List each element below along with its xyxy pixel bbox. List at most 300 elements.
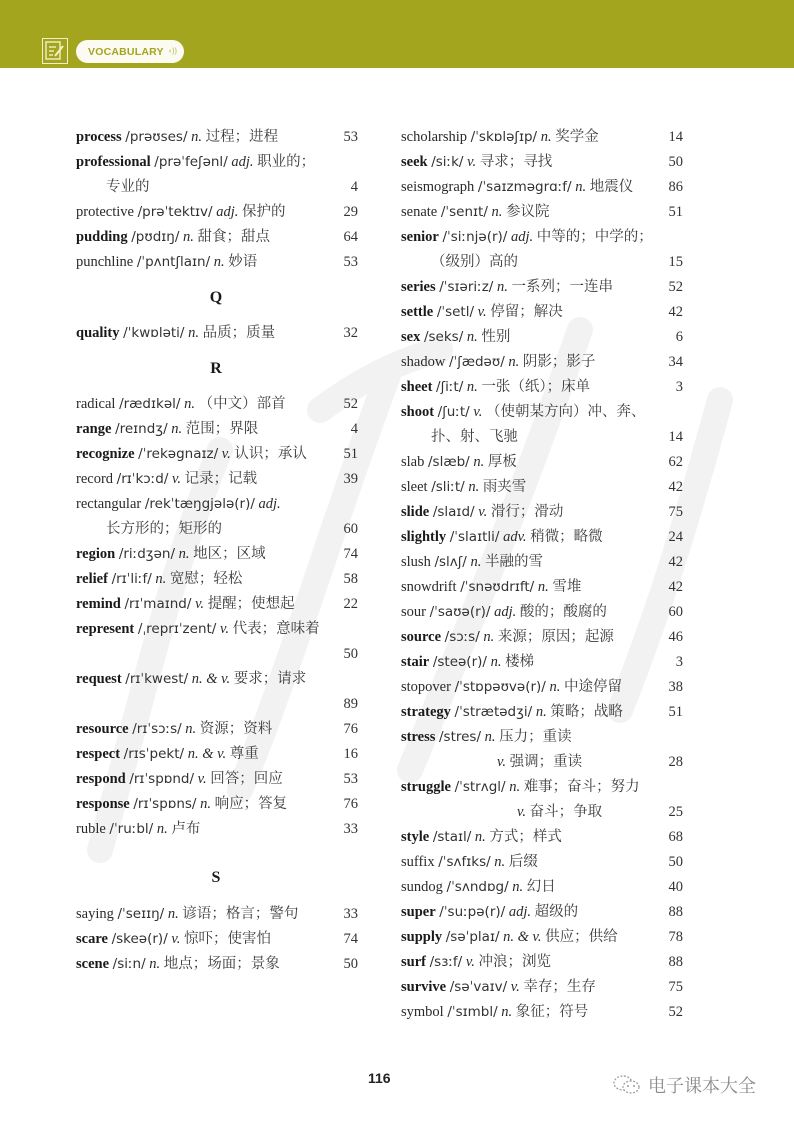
part-of-speech: adj. (510, 229, 534, 245)
headword: pudding (76, 229, 128, 245)
part-of-speech: v. (195, 596, 205, 612)
part-of-speech: n. (213, 254, 225, 270)
meaning: 要求；请求 (233, 671, 307, 687)
page-ref: 4 (350, 179, 358, 195)
phonetic: /rɪˈspɒnd/ (129, 771, 195, 787)
part-of-speech: n. (484, 729, 496, 745)
part-of-speech: v. (197, 771, 207, 787)
headword: record (76, 471, 114, 487)
phonetic: /rædɪkəl/ (119, 396, 181, 412)
entry-saying (76, 902, 356, 927)
page-ref: 42 (668, 304, 683, 320)
entry-symbol (401, 1000, 681, 1025)
entry-continuation (76, 517, 356, 542)
entry-quality (76, 321, 356, 346)
headword: symbol (401, 1004, 444, 1020)
headword: surf (401, 954, 426, 970)
phonetic: /ˈsaɪzməgrɑːf/ (477, 179, 572, 195)
phonetic: /ˈsuːpə(r)/ (439, 904, 506, 920)
page-ref: 42 (668, 554, 683, 570)
phonetic: /reɪndʒ/ (115, 421, 168, 437)
phonetic: /slaɪd/ (432, 504, 475, 520)
page-ref: 51 (668, 704, 683, 720)
page-ref: 33 (343, 906, 358, 922)
phonetic: /ˈstrʌgl/ (454, 779, 506, 795)
headword: senior (401, 229, 439, 245)
page-ref: 33 (343, 821, 358, 837)
entry-continuation (401, 425, 681, 450)
page-ref: 38 (668, 679, 683, 695)
part-of-speech: adj. (231, 154, 254, 170)
page-ref: 75 (668, 504, 683, 520)
brand-text: 电子课本大全 (648, 1076, 756, 1097)
part-of-speech: n. (200, 796, 211, 812)
meaning: 地点；场面；景象 (163, 956, 280, 972)
page-ref: 22 (343, 596, 358, 612)
phonetic: /prəˈtektɪv/ (137, 204, 213, 220)
letter-heading-q: Q (209, 289, 223, 306)
phonetic: /səˈplaɪ/ (445, 929, 500, 945)
entry-recognize (76, 442, 356, 467)
page-ref: 88 (668, 954, 683, 970)
meaning: 甜食；甜点 (197, 229, 271, 245)
part-of-speech: n. (185, 721, 197, 737)
entry-request (76, 667, 356, 692)
phonetic: /rɪˈsɔːs/ (132, 721, 182, 737)
entry-senate (401, 200, 681, 225)
meaning: 代表；意味着 (232, 621, 320, 637)
page-ref: 52 (668, 279, 683, 295)
page-ref: 40 (668, 879, 683, 895)
entry-remind (76, 592, 356, 617)
page-ref: 78 (668, 929, 683, 945)
meaning: 谚语；格言；警句 (182, 906, 299, 922)
page-ref: 29 (343, 204, 358, 220)
part-of-speech: n. (149, 956, 161, 972)
entry-continuation (401, 750, 681, 775)
phonetic: /ˈstrætədʒi/ (454, 704, 533, 720)
page-ref: 50 (343, 956, 358, 972)
entry-professional (76, 150, 356, 175)
page-ref: 15 (668, 254, 683, 270)
entry-seek (401, 150, 681, 175)
entry-rectangular (76, 492, 356, 517)
headword: sex (401, 329, 421, 345)
page-ref: 3 (675, 379, 683, 395)
section-label-pill (76, 40, 184, 63)
meaning: 楼梯 (505, 654, 535, 670)
phonetic: /ˈʃædəʊ/ (448, 354, 505, 370)
headword: series (401, 279, 436, 295)
headword: ruble (76, 821, 106, 837)
phonetic: /rɪˈmaɪnd/ (124, 596, 192, 612)
meaning: 后缀 (508, 854, 538, 870)
meaning: 保护的 (241, 204, 286, 220)
part-of-speech: n. (473, 454, 485, 470)
entry-stress (401, 725, 681, 750)
part-of-speech: n. (501, 1004, 513, 1020)
headword: supply (401, 929, 443, 945)
headword: snowdrift (401, 579, 457, 595)
page-ref: 42 (668, 579, 683, 595)
meaning: 策略；战略 (550, 704, 623, 720)
meaning: 压力；重读 (499, 729, 572, 745)
part-of-speech: n. (178, 546, 190, 562)
headword: punchline (76, 254, 134, 270)
meaning: 中途停留 (563, 679, 622, 695)
meaning: 冲浪；浏览 (478, 954, 551, 970)
phonetic: /ˈsnəʊdrɪft/ (460, 579, 535, 595)
headword: shadow (401, 354, 446, 370)
meaning: 回答；回应 (210, 771, 283, 787)
entry-continuation (401, 250, 681, 275)
phonetic: /rɪsˈpekt/ (123, 746, 185, 762)
letter-heading-r: R (210, 360, 222, 377)
entry-sex (401, 325, 681, 350)
part-of-speech: v. (477, 304, 487, 320)
page-ref: 50 (343, 646, 358, 662)
meaning: 雨夹雪 (482, 479, 527, 495)
headword: stress (401, 729, 436, 745)
entry-slightly (401, 525, 681, 550)
meaning: 奖学金 (555, 129, 599, 145)
page-ref: 52 (343, 396, 358, 412)
page-ref: 42 (668, 479, 683, 495)
page-ref: 74 (343, 546, 358, 562)
headword: seismograph (401, 179, 475, 195)
entry-survive (401, 975, 681, 1000)
part-of-speech: n. (575, 179, 587, 195)
speaker-icon: ◖)) (167, 48, 178, 55)
phonetic: /staɪl/ (432, 829, 472, 845)
page-ref: 88 (668, 904, 683, 920)
meaning: 范围；界限 (185, 421, 259, 437)
headword: quality (76, 325, 120, 341)
page-ref: 50 (668, 154, 683, 170)
meaning: 品质；质量 (202, 325, 276, 341)
entry-ruble (76, 817, 356, 842)
meaning: 参议院 (506, 204, 550, 220)
meaning: 长方形的；矩形的 (106, 521, 222, 537)
meaning: （使朝某方向）冲、奔、 (485, 404, 646, 420)
phonetic: /sɔːs/ (444, 629, 480, 645)
meaning: 稍微；略微 (530, 529, 603, 545)
part-of-speech: n. & v. (503, 929, 542, 945)
phonetic: /rɪˈspɒns/ (133, 796, 197, 812)
meaning: 厚板 (487, 454, 517, 470)
phonetic: /pʊdɪŋ/ (131, 229, 180, 245)
phonetic: /prəʊses/ (125, 129, 188, 145)
entry-strategy (401, 700, 681, 725)
headword: rectangular (76, 496, 142, 512)
part-of-speech: n. (171, 421, 183, 437)
meaning: 酸的；酸腐的 (519, 604, 607, 620)
phonetic: /ˈsenɪt/ (440, 204, 488, 220)
entry-continuation (76, 175, 356, 200)
headword: scene (76, 956, 110, 972)
meaning: 专业的 (106, 179, 150, 195)
part-of-speech: n. (474, 829, 486, 845)
headword: suffix (401, 854, 435, 870)
right-column (401, 125, 681, 1025)
part-of-speech: n. (470, 554, 482, 570)
entry-region (76, 542, 356, 567)
meaning: 响应；答复 (214, 796, 288, 812)
entry-slide (401, 500, 681, 525)
entry-scene (76, 952, 356, 977)
meaning: 扑、射、飞驰 (431, 429, 518, 445)
headword: remind (76, 596, 121, 612)
headword: respect (76, 746, 121, 762)
entry-super (401, 900, 681, 925)
part-of-speech: v. (517, 804, 526, 820)
headword: resource (76, 721, 129, 737)
headword: recognize (76, 446, 135, 462)
entry-page-line (76, 642, 356, 667)
headword: style (401, 829, 430, 845)
meaning: 阴影；影子 (522, 354, 596, 370)
headword: settle (401, 304, 434, 320)
phonetic: /sɜːf/ (429, 954, 463, 970)
page-ref: 24 (668, 529, 683, 545)
page-ref: 52 (668, 1004, 683, 1020)
meaning: 一张（纸）；床单 (481, 379, 591, 395)
headword: protective (76, 204, 134, 220)
meaning: 过程；进程 (205, 129, 279, 145)
page-ref: 39 (343, 471, 358, 487)
entry-stopover (401, 675, 681, 700)
meaning: 尊重 (229, 746, 259, 762)
entry-scare (76, 927, 356, 952)
entry-response (76, 792, 356, 817)
part-of-speech: n. (156, 821, 168, 837)
headword: relief (76, 571, 108, 587)
page-ref: 86 (668, 179, 683, 195)
meaning: 奋斗；争取 (529, 804, 603, 820)
page-ref: 74 (343, 931, 358, 947)
phonetic: /ˈskɒləʃɪp/ (470, 129, 538, 145)
part-of-speech: n. (537, 579, 549, 595)
entry-continuation (401, 800, 681, 825)
part-of-speech: n. (496, 279, 508, 295)
entry-settle (401, 300, 681, 325)
entry-surf (401, 950, 681, 975)
page-ref: 34 (668, 354, 683, 370)
meaning: 滑行；滑动 (490, 504, 564, 520)
meaning: 停留；解决 (490, 304, 563, 320)
page-ref: 14 (668, 429, 683, 445)
headword: stair (401, 654, 430, 670)
part-of-speech: n. (466, 329, 478, 345)
page-ref: 76 (343, 721, 358, 737)
page-ref: 14 (668, 129, 683, 145)
part-of-speech: v. (467, 154, 477, 170)
meaning: 资源；资料 (199, 721, 273, 737)
entry-process (76, 125, 356, 150)
part-of-speech: n. (184, 396, 195, 412)
entry-respond (76, 767, 356, 792)
page-ref: 28 (668, 754, 683, 770)
headword: saying (76, 906, 114, 922)
meaning: 妙语 (228, 254, 258, 270)
phonetic: /seks/ (423, 329, 464, 345)
entry-stair (401, 650, 681, 675)
entry-scholarship (401, 125, 681, 150)
headword: region (76, 546, 116, 562)
part-of-speech: n. (549, 679, 561, 695)
meaning: 雪堆 (552, 579, 582, 595)
part-of-speech: n. (191, 129, 203, 145)
headword: radical (76, 396, 116, 412)
headword: process (76, 129, 122, 145)
part-of-speech: v. (221, 446, 231, 462)
part-of-speech: n. (188, 325, 199, 341)
entry-seismograph (401, 175, 681, 200)
page-number: 116 (368, 1070, 391, 1086)
page-header-band (0, 0, 794, 68)
meaning: 幻日 (526, 879, 556, 895)
headword: professional (76, 154, 151, 170)
entry-punchline (76, 250, 356, 275)
page-ref: 32 (343, 325, 358, 341)
entry-radical (76, 392, 356, 417)
entry-sleet (401, 475, 681, 500)
page-ref: 53 (343, 129, 358, 145)
part-of-speech: n. (466, 379, 478, 395)
part-of-speech: v. (473, 404, 483, 420)
entry-series (401, 275, 681, 300)
phonetic: /ˈsʌfɪks/ (438, 854, 491, 870)
headword: stopover (401, 679, 451, 695)
phonetic: /ˈrekəgnaɪz/ (138, 446, 219, 462)
entry-page-line (76, 692, 356, 717)
entry-slush (401, 550, 681, 575)
meaning: 方式；样式 (489, 829, 562, 845)
page-ref: 64 (343, 229, 358, 245)
page-ref: 16 (343, 746, 358, 762)
page-ref: 6 (675, 329, 683, 345)
edit-note-icon (42, 38, 68, 64)
phonetic: /siːn/ (112, 956, 146, 972)
page-ref: 60 (343, 521, 358, 537)
phonetic: /steə(r)/ (432, 654, 487, 670)
phonetic: /ˈruːbl/ (109, 821, 154, 837)
meaning: 强调；重读 (509, 754, 583, 770)
part-of-speech: adj. (258, 496, 281, 512)
meaning: 幸存；生存 (523, 979, 596, 995)
phonetic: /ˈpʌntʃlaɪn/ (136, 254, 211, 270)
headword: slab (401, 454, 425, 470)
meaning: 难事；奋斗；努力 (523, 779, 640, 795)
part-of-speech: v. (171, 931, 181, 947)
part-of-speech: n. (183, 229, 194, 245)
phonetic: /rɪˈkwest/ (125, 671, 189, 687)
part-of-speech: v. (465, 954, 475, 970)
entry-pudding (76, 225, 356, 250)
page-ref: 3 (675, 654, 683, 670)
page-ref: 25 (668, 804, 683, 820)
headword: strategy (401, 704, 451, 720)
phonetic: /səˈvaɪv/ (449, 979, 508, 995)
part-of-speech: n. (155, 571, 167, 587)
wechat-icon (612, 1074, 642, 1096)
phonetic: /ˈsiːnjə(r)/ (442, 229, 508, 245)
part-of-speech: adj. (216, 204, 239, 220)
part-of-speech: adj. (508, 904, 531, 920)
headword: respond (76, 771, 126, 787)
part-of-speech: v. (478, 504, 488, 520)
page-ref: 50 (668, 854, 683, 870)
entry-struggle (401, 775, 681, 800)
left-column (76, 125, 356, 977)
headword: response (76, 796, 130, 812)
entry-relief (76, 567, 356, 592)
meaning: 卢布 (171, 821, 201, 837)
meaning: 寻求；寻找 (479, 154, 553, 170)
headword: slide (401, 504, 430, 520)
entry-record (76, 467, 356, 492)
entry-range (76, 417, 356, 442)
phonetic: /slʌʃ/ (434, 554, 467, 570)
headword: represent (76, 621, 135, 637)
entry-snowdrift (401, 575, 681, 600)
headword: sundog (401, 879, 443, 895)
page-ref: 4 (350, 421, 358, 437)
part-of-speech: n. (535, 704, 547, 720)
page-ref: 60 (668, 604, 683, 620)
page-ref: 68 (668, 829, 683, 845)
phonetic: /ˈsɪəriːz/ (439, 279, 494, 295)
phonetic: /ˈslaɪtli/ (449, 529, 500, 545)
phonetic: /skeə(r)/ (111, 931, 168, 947)
section-label: VOCABULARY (88, 45, 164, 58)
headword: slightly (401, 529, 447, 545)
letter-heading-s: S (211, 869, 221, 886)
part-of-speech: adj. (494, 604, 517, 620)
phonetic: /rɪˈliːf/ (111, 571, 152, 587)
entry-slab (401, 450, 681, 475)
phonetic: /riːdʒən/ (118, 546, 176, 562)
part-of-speech: v. (497, 754, 506, 770)
headword: senate (401, 204, 438, 220)
phonetic: /ˈsaʊə(r)/ (429, 604, 491, 620)
meaning: 一系列；一连串 (511, 279, 613, 295)
headword: struggle (401, 779, 451, 795)
meaning: 宽慰；轻松 (169, 571, 243, 587)
phonetic: /ˈkwɒləti/ (123, 325, 185, 341)
meaning: （级别）高的 (431, 254, 518, 270)
meaning: 供应；供给 (545, 929, 618, 945)
phonetic: /stres/ (439, 729, 482, 745)
page-ref: 76 (343, 796, 358, 812)
page-ref: 51 (343, 446, 358, 462)
page-ref: 75 (668, 979, 683, 995)
meaning: 职业的； (257, 154, 316, 170)
meaning: 记录；记载 (184, 471, 258, 487)
phonetic: /ʃuːt/ (437, 404, 470, 420)
phonetic: /ˈstɒpəʊvə(r)/ (454, 679, 546, 695)
headword: scholarship (401, 129, 468, 145)
part-of-speech: n. (483, 629, 495, 645)
phonetic: /rekˈtæŋgjələ(r)/ (144, 496, 255, 512)
entry-senior (401, 225, 681, 250)
part-of-speech: n. & v. (191, 671, 231, 687)
headword: scare (76, 931, 108, 947)
headword: sleet (401, 479, 428, 495)
headword: survive (401, 979, 447, 995)
meaning: 认识；承认 (234, 446, 307, 462)
page-ref: 89 (343, 696, 358, 712)
